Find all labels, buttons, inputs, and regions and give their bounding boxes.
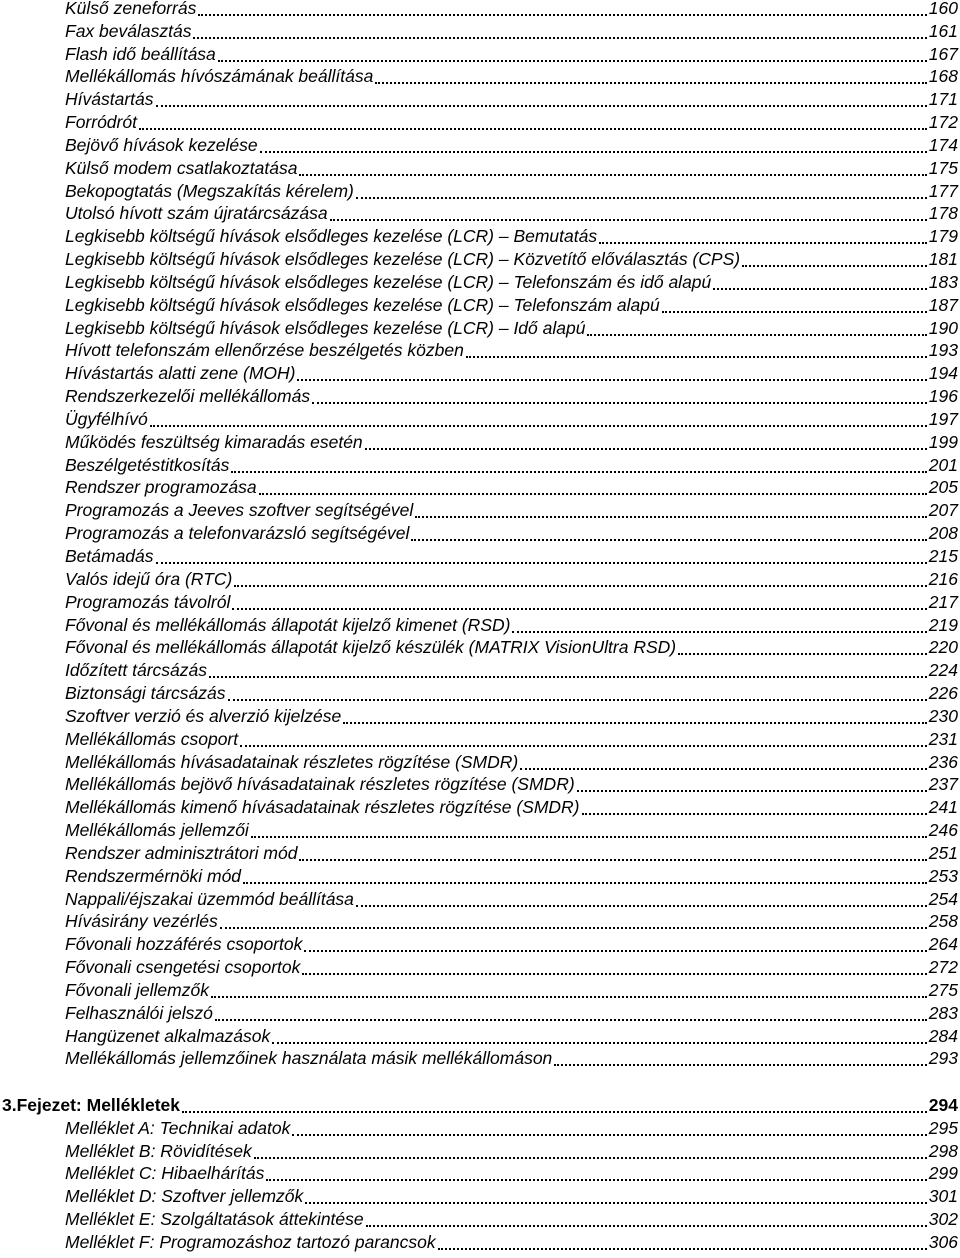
toc-entry-page-number: 283 <box>928 1002 958 1023</box>
toc-entry-title: Külső modem csatlakoztatása <box>65 157 298 178</box>
toc-entry[interactable] <box>65 910 958 933</box>
toc-entry-title: Működés feszültség kimaradás esetén <box>65 431 363 452</box>
toc-entry-title: Rendszer programozása <box>65 477 257 498</box>
toc-entry-title: Hívástartás <box>65 89 154 110</box>
toc-entry-page-number: 168 <box>928 66 958 87</box>
toc-entry-title: Ügyfélhívó <box>65 408 148 429</box>
toc-entry[interactable] <box>65 818 958 841</box>
toc-entry[interactable] <box>65 430 958 453</box>
toc-entry-page-number: 215 <box>928 545 958 566</box>
dot-leader <box>218 60 927 62</box>
toc-entry[interactable] <box>65 156 958 179</box>
toc-entry-page-number: 193 <box>928 340 958 361</box>
toc-entry-page-number: 231 <box>928 728 958 749</box>
toc-entry[interactable] <box>65 704 958 727</box>
toc-entry-title: Biztonsági tárcsázás <box>65 683 226 704</box>
dot-leader <box>260 151 927 153</box>
toc-entry-page-number: 178 <box>928 203 958 224</box>
toc-entry[interactable] <box>65 955 958 978</box>
toc-entry[interactable] <box>65 681 958 704</box>
toc-entry[interactable] <box>65 361 958 384</box>
toc-appendix-entry[interactable] <box>65 1184 958 1207</box>
toc-entry-page-number: 246 <box>928 820 958 841</box>
dot-leader <box>259 493 927 495</box>
dot-leader <box>662 311 927 313</box>
dot-leader <box>415 516 927 518</box>
toc-entry[interactable] <box>65 773 958 796</box>
toc-entry-title: Mellékállomás jellemzői <box>65 820 249 841</box>
dot-leader <box>742 265 927 267</box>
toc-entry-title: Fővonali jellemzők <box>65 979 209 1000</box>
toc-entry-page-number: 194 <box>928 363 958 384</box>
dot-leader <box>713 288 927 290</box>
dot-leader <box>228 699 927 701</box>
dot-leader <box>150 425 927 427</box>
toc-entry-page-number: 216 <box>928 568 958 589</box>
toc-entry[interactable] <box>65 19 958 42</box>
toc-entry-page-number: 293 <box>928 1048 958 1069</box>
toc-entry[interactable] <box>65 476 958 499</box>
toc-appendix-entry[interactable] <box>65 1116 958 1139</box>
toc-entry-page-number: 179 <box>928 226 958 247</box>
toc-entry[interactable] <box>65 407 958 430</box>
dot-leader <box>582 813 927 815</box>
toc-entry[interactable] <box>65 42 958 65</box>
toc-entry[interactable] <box>65 887 958 910</box>
toc-chapter-heading[interactable] <box>2 1093 958 1116</box>
toc-entry[interactable] <box>65 224 958 247</box>
toc-entry-title: Külső zeneforrás <box>65 0 197 18</box>
toc-entry-title: Rendszermérnöki mód <box>65 865 242 886</box>
toc-entry-title: Hívott telefonszám ellenőrzése beszélgetés közben <box>65 340 464 361</box>
dot-leader <box>299 859 926 861</box>
toc-entry-page-number: 236 <box>928 751 958 772</box>
dot-leader <box>411 539 926 541</box>
toc-entry-page-number: 217 <box>928 591 958 612</box>
toc-entry-page-number: 181 <box>928 249 958 270</box>
toc-entry[interactable] <box>65 247 958 270</box>
dot-leader <box>678 653 927 655</box>
toc-entry-title: Bejövő hívások kezelése <box>65 134 258 155</box>
toc-entry-page-number: 301 <box>928 1186 958 1207</box>
toc-entry-page-number: 299 <box>928 1163 958 1184</box>
toc-entry[interactable] <box>65 133 958 156</box>
toc-entry-title: Szoftver verzió és alverzió kijelzése <box>65 705 342 726</box>
dot-leader <box>577 790 927 792</box>
toc-entry[interactable] <box>65 179 958 202</box>
toc-entry-page-number: 275 <box>928 979 958 1000</box>
toc-entry-title: Programozás távolról <box>65 591 231 612</box>
toc-entry[interactable] <box>65 1024 958 1047</box>
dot-leader <box>198 14 926 16</box>
toc-entry-title: Forródrót <box>65 112 137 133</box>
dot-leader <box>234 585 927 587</box>
toc-entry-page-number: 199 <box>928 431 958 452</box>
toc-entry-title: Legkisebb költségű hívások elsődleges kezelése (LCR) – Telefonszám alapú <box>65 294 660 315</box>
toc-entry-page-number: 205 <box>928 477 958 498</box>
toc-entry-page-number: 177 <box>928 180 958 201</box>
toc-entry-page-number: 208 <box>928 523 958 544</box>
toc-appendix-entry[interactable] <box>65 1162 958 1185</box>
dot-leader <box>375 82 926 84</box>
toc-entry[interactable] <box>65 316 958 339</box>
toc-entry[interactable] <box>65 795 958 818</box>
toc-entry-title: Hangüzenet alkalmazások <box>65 1025 271 1046</box>
dot-leader <box>251 836 927 838</box>
toc-entry-title: Fax beválasztás <box>65 20 192 41</box>
toc-entry-title: Időzített tárcsázás <box>65 660 208 681</box>
toc-entry-title: Fővonali csengetési csoportok <box>65 957 301 978</box>
toc-appendix-entry[interactable] <box>65 1230 958 1253</box>
toc-entry-title: Hívásirány vezérlés <box>65 911 218 932</box>
toc-entry-title: Fővonal és mellékállomás állapotát kijelző készülék (MATRIX VisionUltra RSD) <box>65 637 677 658</box>
toc-entry-page-number: 298 <box>928 1140 958 1161</box>
toc-entry[interactable] <box>65 110 958 133</box>
dot-leader <box>254 1157 927 1159</box>
toc-entry-title: Flash idő beállítása <box>65 43 216 64</box>
toc-entry-page-number: 302 <box>928 1209 958 1230</box>
dot-leader <box>512 631 926 633</box>
dot-leader <box>304 950 926 952</box>
toc-entry-page-number: 224 <box>928 660 958 681</box>
toc-entry[interactable] <box>65 978 958 1001</box>
toc-entry-page-number: 207 <box>928 500 958 521</box>
toc-entry[interactable] <box>65 0 958 19</box>
dot-leader <box>599 242 927 244</box>
toc-entry-title: Fővonal és mellékállomás állapotát kijelző kimenet (RSD) <box>65 614 511 635</box>
toc-entry-page-number: 237 <box>928 774 958 795</box>
dot-leader <box>211 996 927 998</box>
dot-leader <box>220 927 927 929</box>
toc-entry-title: Melléklet C: Hibaelhárítás <box>65 1163 265 1184</box>
toc-entry[interactable] <box>65 1047 958 1070</box>
toc-entry[interactable] <box>65 1001 958 1024</box>
toc-entry[interactable] <box>65 567 958 590</box>
toc-entry-title: Rendszer adminisztrátori mód <box>65 842 298 863</box>
toc-entry-title: Melléklet E: Szolgáltatások áttekintése <box>65 1209 364 1230</box>
toc-entry[interactable] <box>65 339 958 362</box>
toc-appendix-entry[interactable] <box>65 1139 958 1162</box>
toc-entry-title: Hívástartás alatti zene (MOH) <box>65 363 296 384</box>
dot-leader <box>305 1202 927 1204</box>
toc-entry[interactable] <box>65 202 958 225</box>
toc-entry-title: Betámadás <box>65 545 154 566</box>
dot-leader <box>240 745 927 747</box>
toc-entry-title: Felhasználói jelszó <box>65 1002 213 1023</box>
toc-entry-title: Valós idejű óra (RTC) <box>65 568 233 589</box>
dot-leader <box>366 1225 927 1227</box>
toc-entry-page-number: 254 <box>928 888 958 909</box>
toc-entry[interactable] <box>65 750 958 773</box>
toc-entry[interactable] <box>65 636 958 659</box>
toc-entry-title: Mellékállomás jellemzőinek használata másik mellékállomáson <box>65 1048 553 1069</box>
toc-entry-page-number: 220 <box>928 637 958 658</box>
dot-leader <box>193 37 926 39</box>
toc-entry-title: Utolsó hívott szám újratárcsázása <box>65 203 328 224</box>
toc-entry-page-number: 253 <box>928 865 958 886</box>
toc-entry-title: Programozás a telefonvarázsló segítségével <box>65 523 410 544</box>
toc-entry-page-number: 171 <box>928 89 958 110</box>
toc-entry-title: Melléklet F: Programozáshoz tartozó parancsok <box>65 1231 436 1252</box>
toc-entry[interactable] <box>65 590 958 613</box>
toc-entry[interactable] <box>65 384 958 407</box>
toc-entry-page-number: 172 <box>928 112 958 133</box>
toc-entry-page-number: 272 <box>928 957 958 978</box>
dot-leader <box>156 562 927 564</box>
toc-entry-title: Fővonali hozzáférés csoportok <box>65 934 303 955</box>
dot-leader <box>312 402 927 404</box>
toc-entry[interactable] <box>65 87 958 110</box>
toc-entry[interactable] <box>65 270 958 293</box>
dot-leader <box>297 379 926 381</box>
dot-leader <box>156 105 927 107</box>
dot-leader <box>466 356 927 358</box>
toc-entry[interactable] <box>65 841 958 864</box>
dot-leader <box>554 1064 927 1066</box>
dot-leader <box>343 722 927 724</box>
toc-entry[interactable] <box>65 727 958 750</box>
toc-entry-page-number: 187 <box>928 294 958 315</box>
toc-entry-page-number: 230 <box>928 705 958 726</box>
toc-entry[interactable] <box>65 498 958 521</box>
toc-entry[interactable] <box>65 293 958 316</box>
toc-entry-page-number: 284 <box>928 1025 958 1046</box>
toc-entry-page-number: 294 <box>928 1094 958 1115</box>
toc-entry[interactable] <box>65 658 958 681</box>
toc-entry-page-number: 306 <box>928 1231 958 1252</box>
dot-leader <box>209 676 927 678</box>
dot-leader <box>266 1179 926 1181</box>
toc-entry-title: Mellékállomás csoport <box>65 728 239 749</box>
dot-leader <box>356 197 927 199</box>
toc-entry[interactable] <box>65 453 958 476</box>
dot-leader <box>302 973 926 975</box>
toc-entry-title: Beszélgetéstitkosítás <box>65 454 230 475</box>
toc-entry-title: Mellékállomás hívószámának beállítása <box>65 66 374 87</box>
dot-leader <box>232 608 926 610</box>
toc-entry-page-number: 264 <box>928 934 958 955</box>
toc-entry-title: Melléklet D: Szoftver jellemzők <box>65 1186 304 1207</box>
toc-entry-page-number: 175 <box>928 157 958 178</box>
dot-leader <box>243 882 927 884</box>
toc-entry-title: Legkisebb költségű hívások elsődleges kezelése (LCR) – Telefonszám és idő alapú <box>65 271 712 292</box>
toc-entry[interactable] <box>65 864 958 887</box>
toc-entry-page-number: 161 <box>928 20 958 41</box>
toc-entry-page-number: 219 <box>928 614 958 635</box>
dot-leader <box>215 1019 927 1021</box>
toc-entry-title: Rendszerkezelői mellékállomás <box>65 386 311 407</box>
toc-appendix-entry[interactable] <box>65 1207 958 1230</box>
dot-leader <box>365 448 927 450</box>
dot-leader <box>330 219 927 221</box>
toc-entry-title: Programozás a Jeeves szoftver segítségével <box>65 500 414 521</box>
dot-leader <box>231 471 926 473</box>
toc-entry-page-number: 241 <box>928 797 958 818</box>
dot-leader <box>182 1111 927 1113</box>
toc-entry-title: Mellékállomás bejövő hívásadatainak részletes rögzítése (SMDR) <box>65 774 575 795</box>
toc-entry-title: Mellékállomás hívásadatainak részletes rögzítése (SMDR) <box>65 751 519 772</box>
toc-entry-page-number: 251 <box>928 842 958 863</box>
toc-entry-title: Legkisebb költségű hívások elsődleges kezelése (LCR) – Bemutatás <box>65 226 598 247</box>
toc-entry-title: 3.Fejezet: Mellékletek <box>2 1094 180 1115</box>
toc-entry[interactable] <box>65 544 958 567</box>
toc-entry-page-number: 226 <box>928 683 958 704</box>
toc-entry-title: Legkisebb költségű hívások elsődleges kezelése (LCR) – Közvetítő előválasztás (CPS) <box>65 249 741 270</box>
toc-entry[interactable] <box>65 613 958 636</box>
toc-entry-title: Legkisebb költségű hívások elsődleges kezelése (LCR) – Idő alapú <box>65 317 586 338</box>
toc-entry-page-number: 167 <box>928 43 958 64</box>
toc-entry-title: Melléklet B: Rövidítések <box>65 1140 252 1161</box>
dot-leader <box>292 1134 926 1136</box>
dot-leader <box>299 174 926 176</box>
toc-entry-page-number: 160 <box>928 0 958 18</box>
toc-entry-title: Bekopogtatás (Megszakítás kérelem) <box>65 180 354 201</box>
dot-leader <box>139 128 927 130</box>
toc-entry-title: Nappali/éjszakai üzemmód beállítása <box>65 888 354 909</box>
toc-entry[interactable] <box>65 932 958 955</box>
toc-entry-page-number: 190 <box>928 317 958 338</box>
toc-entry-page-number: 183 <box>928 271 958 292</box>
toc-entry-page-number: 174 <box>928 134 958 155</box>
toc-entry-page-number: 258 <box>928 911 958 932</box>
dot-leader <box>520 768 927 770</box>
dot-leader <box>272 1042 927 1044</box>
dot-leader <box>587 334 926 336</box>
toc-entry-page-number: 196 <box>928 386 958 407</box>
dot-leader <box>438 1248 927 1250</box>
dot-leader <box>356 905 927 907</box>
toc-entry-page-number: 295 <box>928 1117 958 1138</box>
toc-entry-title: Mellékállomás kimenő hívásadatainak részletes rögzítése (SMDR) <box>65 797 580 818</box>
toc-entry[interactable] <box>65 521 958 544</box>
toc-entry-page-number: 201 <box>928 454 958 475</box>
toc-entry[interactable] <box>65 65 958 88</box>
toc-entry-title: Melléklet A: Technikai adatok <box>65 1117 291 1138</box>
toc-entry-page-number: 197 <box>928 408 958 429</box>
